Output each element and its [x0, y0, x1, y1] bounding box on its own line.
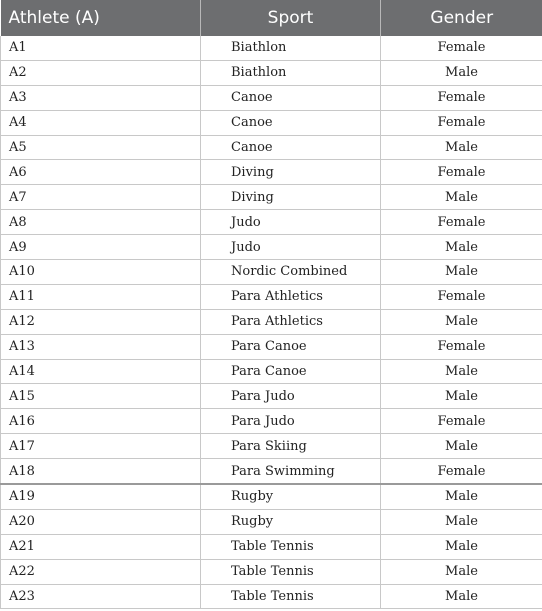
cell-gender: Male — [381, 484, 542, 509]
cell-athlete: A20 — [1, 509, 201, 534]
table-row — [1, 509, 542, 534]
cell-sport: Para Athletics — [201, 309, 381, 334]
table-row — [1, 484, 542, 509]
cell-sport: Diving — [201, 185, 381, 210]
table-row — [1, 110, 542, 135]
table-row — [1, 434, 542, 459]
table-row — [1, 334, 542, 359]
cell-sport: Judo — [201, 210, 381, 235]
cell-athlete: A6 — [1, 160, 201, 185]
header-gender: Gender — [381, 0, 542, 36]
cell-sport: Nordic Combined — [201, 260, 381, 285]
cell-gender: Female — [381, 160, 542, 185]
cell-gender: Male — [381, 135, 542, 160]
cell-athlete: A12 — [1, 309, 201, 334]
cell-athlete: A4 — [1, 110, 201, 135]
table-header — [1, 0, 542, 36]
cell-sport: Para Judo — [201, 384, 381, 409]
cell-gender: Male — [381, 260, 542, 285]
table-row — [1, 559, 542, 584]
cell-sport: Para Judo — [201, 409, 381, 434]
cell-athlete: A14 — [1, 359, 201, 384]
cell-athlete: A18 — [1, 459, 201, 484]
cell-sport: Rugby — [201, 509, 381, 534]
table-row — [1, 210, 542, 235]
cell-sport: Biathlon — [201, 60, 381, 85]
table-row — [1, 135, 542, 160]
cell-gender: Male — [381, 185, 542, 210]
cell-gender: Female — [381, 110, 542, 135]
table-row — [1, 60, 542, 85]
table-row — [1, 36, 542, 60]
cell-sport: Canoe — [201, 85, 381, 110]
table-row — [1, 459, 542, 484]
cell-athlete: A16 — [1, 409, 201, 434]
cell-athlete: A19 — [1, 484, 201, 509]
cell-sport: Diving — [201, 160, 381, 185]
table-body — [1, 36, 542, 609]
cell-athlete: A1 — [1, 36, 201, 60]
table-row — [1, 235, 542, 260]
table-row — [1, 384, 542, 409]
cell-gender: Male — [381, 235, 542, 260]
cell-sport: Para Skiing — [201, 434, 381, 459]
cell-athlete: A8 — [1, 210, 201, 235]
cell-gender: Female — [381, 459, 542, 484]
cell-gender: Male — [381, 359, 542, 384]
cell-sport: Table Tennis — [201, 534, 381, 559]
table-row — [1, 160, 542, 185]
cell-gender: Male — [381, 534, 542, 559]
cell-gender: Male — [381, 384, 542, 409]
cell-athlete: A2 — [1, 60, 201, 85]
cell-sport: Para Canoe — [201, 334, 381, 359]
cell-athlete: A22 — [1, 559, 201, 584]
cell-sport: Para Swimming — [201, 459, 381, 484]
cell-sport: Rugby — [201, 484, 381, 509]
cell-athlete: A23 — [1, 584, 201, 609]
table-row — [1, 584, 542, 609]
cell-gender: Female — [381, 36, 542, 60]
cell-sport: Canoe — [201, 135, 381, 160]
cell-gender: Female — [381, 334, 542, 359]
cell-sport: Table Tennis — [201, 559, 381, 584]
cell-gender: Male — [381, 559, 542, 584]
table-row — [1, 260, 542, 285]
table-row — [1, 185, 542, 210]
cell-athlete: A3 — [1, 85, 201, 110]
table-row — [1, 409, 542, 434]
cell-sport: Canoe — [201, 110, 381, 135]
table-row — [1, 284, 542, 309]
cell-athlete: A17 — [1, 434, 201, 459]
cell-athlete: A9 — [1, 235, 201, 260]
cell-gender: Female — [381, 284, 542, 309]
table-row — [1, 309, 542, 334]
cell-athlete: A21 — [1, 534, 201, 559]
cell-gender: Female — [381, 85, 542, 110]
cell-athlete: A7 — [1, 185, 201, 210]
cell-sport: Judo — [201, 235, 381, 260]
header-sport: Sport — [201, 0, 381, 36]
cell-sport: Para Canoe — [201, 359, 381, 384]
header-athlete: Athlete (A) — [1, 0, 201, 36]
cell-gender: Female — [381, 409, 542, 434]
cell-gender: Female — [381, 210, 542, 235]
cell-gender: Male — [381, 60, 542, 85]
cell-gender: Male — [381, 509, 542, 534]
table-row — [1, 359, 542, 384]
cell-athlete: A10 — [1, 260, 201, 285]
header-row — [1, 0, 542, 36]
cell-athlete: A15 — [1, 384, 201, 409]
cell-sport: Biathlon — [201, 36, 381, 60]
cell-gender: Male — [381, 584, 542, 609]
cell-athlete: A5 — [1, 135, 201, 160]
cell-athlete: A11 — [1, 284, 201, 309]
table-row — [1, 85, 542, 110]
cell-sport: Para Athletics — [201, 284, 381, 309]
cell-athlete: A13 — [1, 334, 201, 359]
cell-gender: Male — [381, 309, 542, 334]
cell-gender: Male — [381, 434, 542, 459]
cell-sport: Table Tennis — [201, 584, 381, 609]
table-row — [1, 534, 542, 559]
